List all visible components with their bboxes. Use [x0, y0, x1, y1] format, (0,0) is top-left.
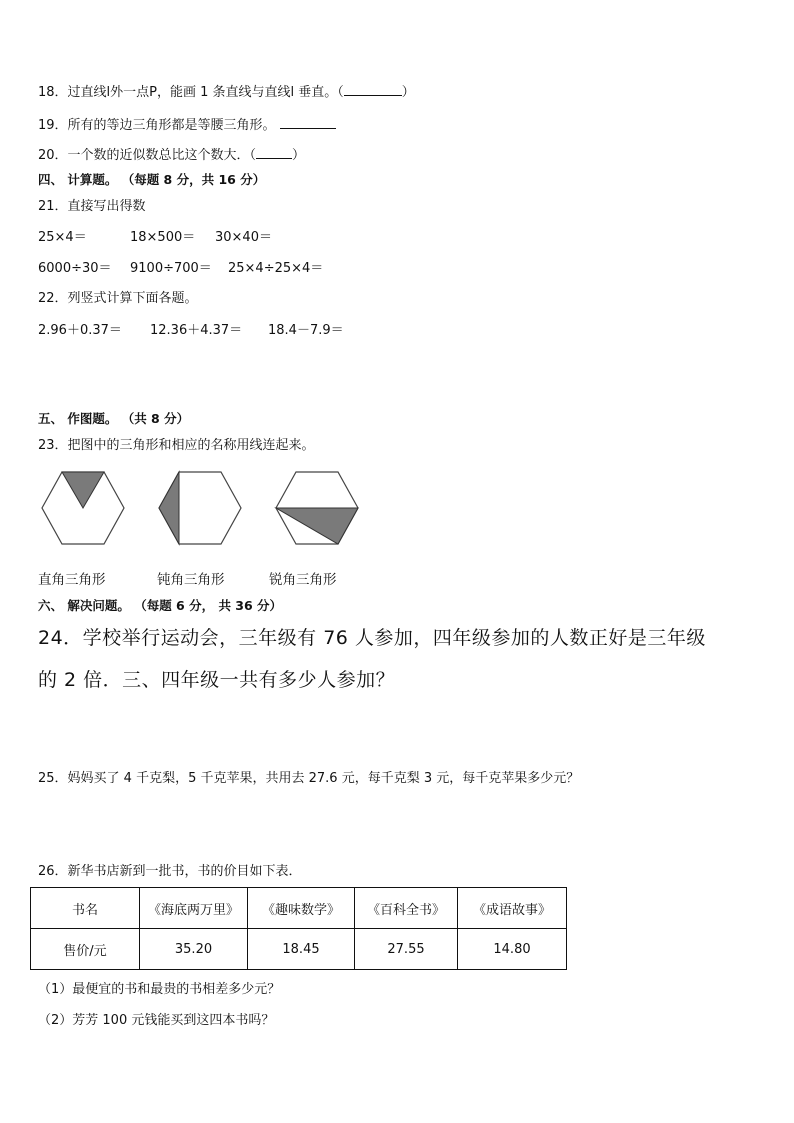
question-24-line-1: 24．学校举行运动会，三年级有 76 人参加，四年级参加的人数正好是三年级	[38, 627, 706, 649]
question-22-prompt: 22．列竖式计算下面各题。	[38, 291, 198, 306]
table-row-titles	[31, 888, 567, 929]
answer-blank-18[interactable]	[344, 83, 402, 96]
table-cell-book-3: 《百科全书》	[355, 888, 458, 929]
equation-22-1: 2.96＋0.37＝	[38, 323, 122, 338]
hexagon-figure-3	[274, 470, 360, 546]
question-20-close: ）	[292, 148, 306, 163]
question-25: 25．妈妈买了 4 千克梨，5 千克苹果，共用去 27.6 元，每千克梨 3 元，每千克苹果多少元？	[38, 771, 580, 786]
section-4-header: 四、 计算题。 （每题 8 分，共 16 分）	[38, 172, 266, 187]
question-18-text: 18．过直线l外一点P，能画 1 条直线与直线l 垂直。（	[38, 85, 344, 100]
question-26-sub-1: （1）最便宜的书和最贵的书相差多少元？	[38, 982, 281, 997]
question-26-prompt: 26．新华书店新到一批书，书的价目如下表．	[38, 864, 302, 879]
question-19	[38, 116, 336, 135]
question-18-close: ）	[401, 85, 415, 100]
table-cell-book-4: 《成语故事》	[458, 888, 567, 929]
table-row-prices	[31, 929, 567, 970]
question-20	[38, 146, 305, 165]
triangle-1-shaded	[62, 472, 104, 508]
equation-22-2: 12.36＋4.37＝	[150, 323, 243, 338]
table-header-book-name: 书名	[31, 888, 140, 929]
question-23-prompt: 23．把图中的三角形和相应的名称用线连起来。	[38, 438, 315, 453]
equation-21-4: 6000÷30＝	[38, 261, 112, 276]
hexagon-figure-2	[157, 470, 243, 546]
table-cell-price-2: 18.45	[248, 929, 355, 970]
table-cell-book-2: 《趣味数学》	[248, 888, 355, 929]
triangle-2-shaded	[159, 472, 179, 544]
hexagon-figure-1	[40, 470, 126, 546]
equation-21-2: 18×500＝	[130, 230, 196, 245]
table-cell-price-1: 35.20	[140, 929, 248, 970]
table-cell-book-1: 《海底两万里》	[140, 888, 248, 929]
equation-21-6: 25×4÷25×4＝	[228, 261, 324, 276]
equation-21-5: 9100÷700＝	[130, 261, 212, 276]
question-21-prompt: 21．直接写出得数	[38, 199, 146, 214]
question-19-text: 19．所有的等边三角形都是等腰三角形。	[38, 118, 276, 133]
equation-21-1: 25×4＝	[38, 230, 87, 245]
question-26-sub-2: （2）芳芳 100 元钱能买到这四本书吗？	[38, 1013, 275, 1028]
table-header-price: 售价/元	[31, 929, 140, 970]
equation-21-3: 30×40＝	[215, 230, 272, 245]
price-table	[30, 887, 567, 970]
label-acute-triangle[interactable]: 锐角三角形	[269, 572, 337, 588]
table-cell-price-3: 27.55	[355, 929, 458, 970]
question-20-text: 20．一个数的近似数总比这个数大．（	[38, 148, 257, 163]
equation-22-3: 18.4－7.9＝	[268, 323, 344, 338]
section-6-header: 六、 解决问题。 （每题 6 分， 共 36 分）	[38, 598, 283, 613]
triangle-3-shaded	[276, 508, 358, 544]
table-cell-price-4: 14.80	[458, 929, 567, 970]
label-obtuse-triangle[interactable]: 钝角三角形	[157, 572, 225, 588]
answer-blank-19[interactable]	[280, 116, 336, 129]
section-5-header: 五、 作图题。 （共 8 分）	[38, 411, 190, 426]
answer-blank-20[interactable]	[256, 146, 292, 159]
question-24-line-2: 的 2 倍．三、四年级一共有多少人参加？	[38, 669, 396, 691]
question-18	[38, 83, 415, 102]
label-right-triangle[interactable]: 直角三角形	[38, 572, 106, 588]
